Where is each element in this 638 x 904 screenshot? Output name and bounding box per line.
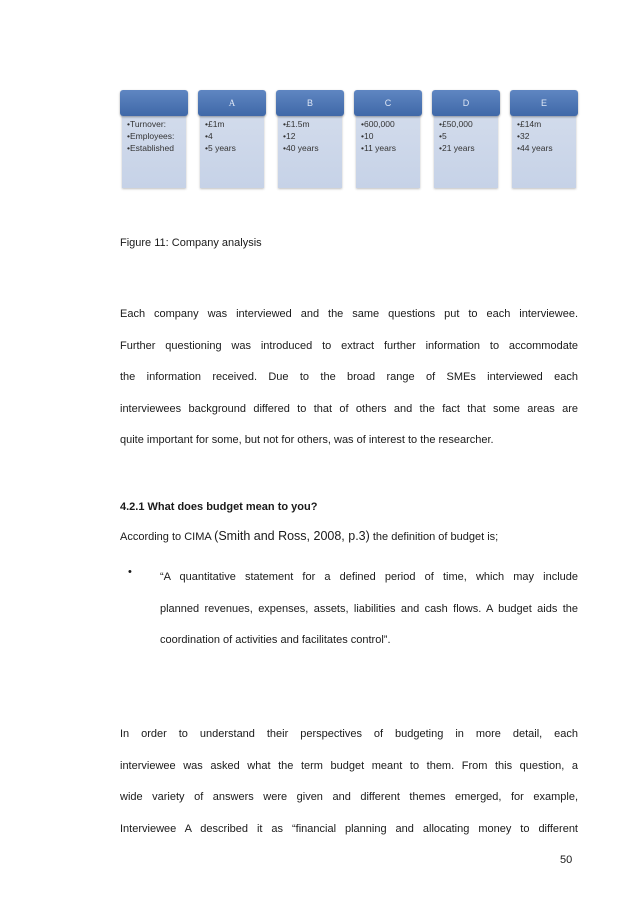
- column-body: [122, 108, 186, 188]
- column-header: E: [510, 90, 578, 116]
- diagram-column-c: [354, 90, 422, 190]
- paragraph-perspectives: [120, 719, 578, 845]
- text-line: interviewees background differed to that of others and the fact that some areas are: [120, 402, 578, 415]
- citation-sentence: [120, 529, 498, 543]
- column-item: •21 years: [439, 143, 475, 153]
- text-line: Interviewee A described it as “financial planning and allocating money to different: [120, 822, 578, 835]
- citation-post: the definition of budget is;: [369, 531, 499, 543]
- column-body: [356, 108, 420, 188]
- diagram-column-e: [510, 90, 578, 190]
- text-line: wide variety of answers were given and different themes emerged, for example,: [120, 791, 578, 803]
- column-item: •£50,000: [439, 119, 473, 129]
- section-heading: 4.2.1 What does budget mean to you?: [120, 501, 318, 513]
- budget-definition-quote: [160, 562, 578, 657]
- diagram-column-b: [276, 90, 344, 190]
- column-item: •4: [205, 131, 213, 141]
- column-item: •12: [283, 131, 296, 141]
- column-header: A: [198, 90, 266, 116]
- column-item: •Established: [127, 143, 174, 153]
- citation-reference: (Smith and Ross, 2008, p.3): [214, 529, 370, 543]
- figure-caption: Figure 11: Company analysis: [120, 237, 262, 249]
- column-body: [200, 108, 264, 188]
- bullet-icon: •: [128, 566, 132, 578]
- text-line: Further questioning was introduced to extract further information to accommodate: [120, 339, 578, 352]
- column-header: D: [432, 90, 500, 116]
- column-item: •32: [517, 131, 530, 141]
- text-line: “A quantitative statement for a defined period of time, which may include: [160, 571, 578, 583]
- column-item: •£14m: [517, 119, 542, 129]
- column-body: [512, 108, 576, 188]
- column-item: •5 years: [205, 143, 236, 153]
- text-line: quite important for some, but not for others, was of interest to the researcher.: [120, 434, 494, 446]
- column-body: [434, 108, 498, 188]
- text-line: In order to understand their perspectives of budgeting in more detail, each: [120, 728, 578, 740]
- text-line: interviewee was asked what the term budget meant to them. From this question, a: [120, 759, 578, 772]
- diagram-column-a: [198, 90, 266, 190]
- column-item: •600,000: [361, 119, 395, 129]
- column-header: [120, 90, 188, 116]
- column-header: B: [276, 90, 344, 116]
- column-item: •44 years: [517, 143, 553, 153]
- text-line: planned revenues, expenses, assets, liabilities and cash flows. A budget aids the: [160, 602, 578, 615]
- column-body: [278, 108, 342, 188]
- citation-pre: According to CIMA: [120, 531, 215, 543]
- column-item: •Employees:: [127, 131, 175, 141]
- column-item: •£1.5m: [283, 119, 310, 129]
- paragraph-intro: [120, 299, 578, 457]
- column-item: •11 years: [361, 143, 396, 153]
- diagram-column-labels: [120, 90, 188, 190]
- company-analysis-diagram: [120, 90, 580, 190]
- column-item: •40 years: [283, 143, 319, 153]
- column-item: •£1m: [205, 119, 225, 129]
- column-header: C: [354, 90, 422, 116]
- column-item: •Turnover:: [127, 119, 167, 129]
- text-line: the information received. Due to the broad range of SMEs interviewed each: [120, 371, 578, 383]
- column-item: •10: [361, 131, 374, 141]
- text-line: Each company was interviewed and the same questions put to each interviewee.: [120, 308, 578, 320]
- diagram-column-d: [432, 90, 500, 190]
- page-number: 50: [560, 854, 573, 866]
- text-line: coordination of activities and facilitates control”.: [160, 634, 391, 646]
- column-item: •5: [439, 131, 447, 141]
